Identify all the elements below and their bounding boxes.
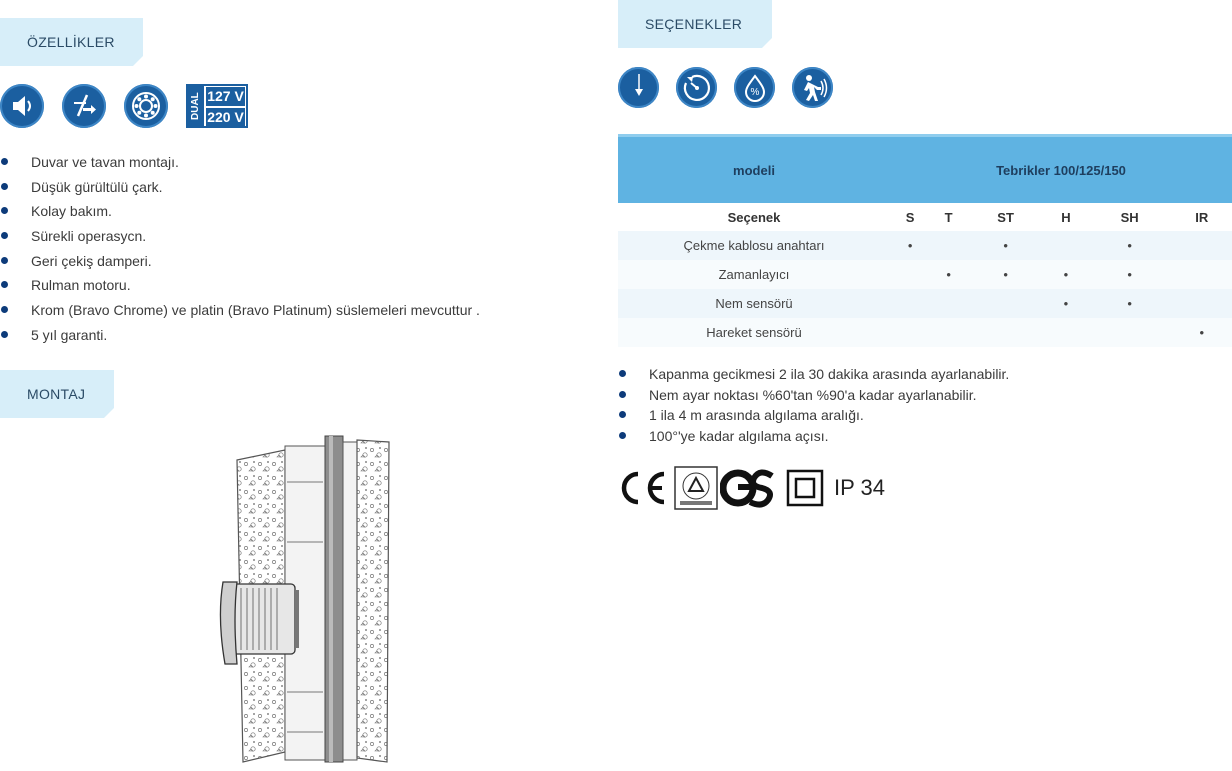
table-cell: •	[1044, 260, 1088, 289]
table-cell	[1088, 318, 1172, 347]
table-cell	[890, 260, 930, 289]
table-subheader-row	[618, 203, 1232, 231]
table-cell	[1171, 260, 1232, 289]
row-label: Zamanlayıcı	[618, 260, 890, 289]
model-label: modeli	[618, 136, 890, 204]
table-cell	[1044, 231, 1088, 260]
ip-rating: IP 34	[834, 475, 885, 500]
column-header: T	[930, 203, 967, 231]
pull-cord-icon	[618, 67, 659, 108]
list-item: Nem ayar noktası %60'tan %90'a kadar ayarlanabilir.	[618, 387, 1009, 408]
ball-bearing-icon	[124, 84, 168, 128]
options-table	[618, 134, 1232, 347]
table-cell: •	[967, 231, 1044, 260]
table-cell: •	[1088, 289, 1172, 318]
timer-icon	[676, 67, 717, 108]
mounting-tab	[0, 370, 114, 418]
list-item: 5 yıl garanti.	[0, 327, 480, 352]
humidity-icon	[734, 67, 775, 108]
table-cell	[890, 289, 930, 318]
list-item: 1 ila 4 m arasında algılama aralığı.	[618, 407, 1009, 428]
table-cell: •	[1171, 318, 1232, 347]
table-cell: •	[930, 260, 967, 289]
mounting-tab-label: MONTAJ	[27, 386, 86, 402]
certification-row	[618, 466, 885, 510]
table-cell	[890, 318, 930, 347]
table-cell	[1044, 318, 1088, 347]
list-item: Düşük gürültülü çark.	[0, 179, 480, 204]
column-header: ST	[967, 203, 1044, 231]
features-icon-row	[0, 84, 248, 128]
voltage-127: 127 V	[207, 88, 244, 104]
table-cell	[1171, 289, 1232, 318]
list-item: Geri çekiş damperi.	[0, 253, 480, 278]
double-insulation-icon	[786, 469, 824, 507]
row-label: Çekme kablosu anahtarı	[618, 231, 890, 260]
dual-label: DUAL	[188, 86, 204, 126]
options-notes-list	[618, 366, 1009, 448]
table-cell	[930, 231, 967, 260]
voltage-220: 220 V	[207, 109, 244, 125]
speaker-icon	[0, 84, 44, 128]
table-cell: •	[890, 231, 930, 260]
list-item: Sürekli operasycn.	[0, 228, 480, 253]
table-cell: •	[1044, 289, 1088, 318]
dual-voltage-icon	[186, 84, 248, 128]
gs-mark-icon	[720, 466, 776, 510]
row-label: Nem sensörü	[618, 289, 890, 318]
table-header-row	[618, 136, 1232, 204]
features-list	[0, 154, 480, 352]
table-row	[618, 318, 1232, 347]
options-tab	[618, 0, 772, 48]
table-row	[618, 231, 1232, 260]
motion-sensor-icon	[792, 67, 833, 108]
features-tab	[0, 18, 143, 66]
options-icon-row	[618, 67, 850, 108]
column-header: SH	[1088, 203, 1172, 231]
table-cell: •	[967, 260, 1044, 289]
column-header: S	[890, 203, 930, 231]
list-item: Duvar ve tavan montajı.	[0, 154, 480, 179]
tuv-rheinland-icon	[674, 466, 718, 510]
svg-text:%: %	[750, 86, 759, 98]
table-cell: •	[1088, 260, 1172, 289]
option-label: Seçenek	[618, 203, 890, 231]
table-cell	[967, 318, 1044, 347]
ce-mark-icon	[618, 468, 668, 508]
list-item: 100°'ye kadar algılama açısı.	[618, 428, 1009, 449]
model-value: Tebrikler 100/125/150	[890, 136, 1232, 204]
table-cell	[930, 318, 967, 347]
table-cell	[930, 289, 967, 318]
table-cell: •	[1088, 231, 1172, 260]
table-row	[618, 289, 1232, 318]
column-header: H	[1044, 203, 1088, 231]
table-cell	[967, 289, 1044, 318]
options-tab-label: SEÇENEKLER	[645, 16, 743, 32]
list-item: Rulman motoru.	[0, 277, 480, 302]
table-cell	[1171, 231, 1232, 260]
features-tab-label: ÖZELLİKLER	[27, 34, 115, 50]
backdraft-shutter-icon	[62, 84, 106, 128]
table-row	[618, 260, 1232, 289]
mounting-diagram	[215, 432, 395, 771]
row-label: Hareket sensörü	[618, 318, 890, 347]
list-item: Kapanma gecikmesi 2 ila 30 dakika arasında ayarlanabilir.	[618, 366, 1009, 387]
list-item: Kolay bakım.	[0, 203, 480, 228]
column-header: IR	[1171, 203, 1232, 231]
list-item: Krom (Bravo Chrome) ve platin (Bravo Platinum) süslemeleri mevcuttur .	[0, 302, 480, 327]
